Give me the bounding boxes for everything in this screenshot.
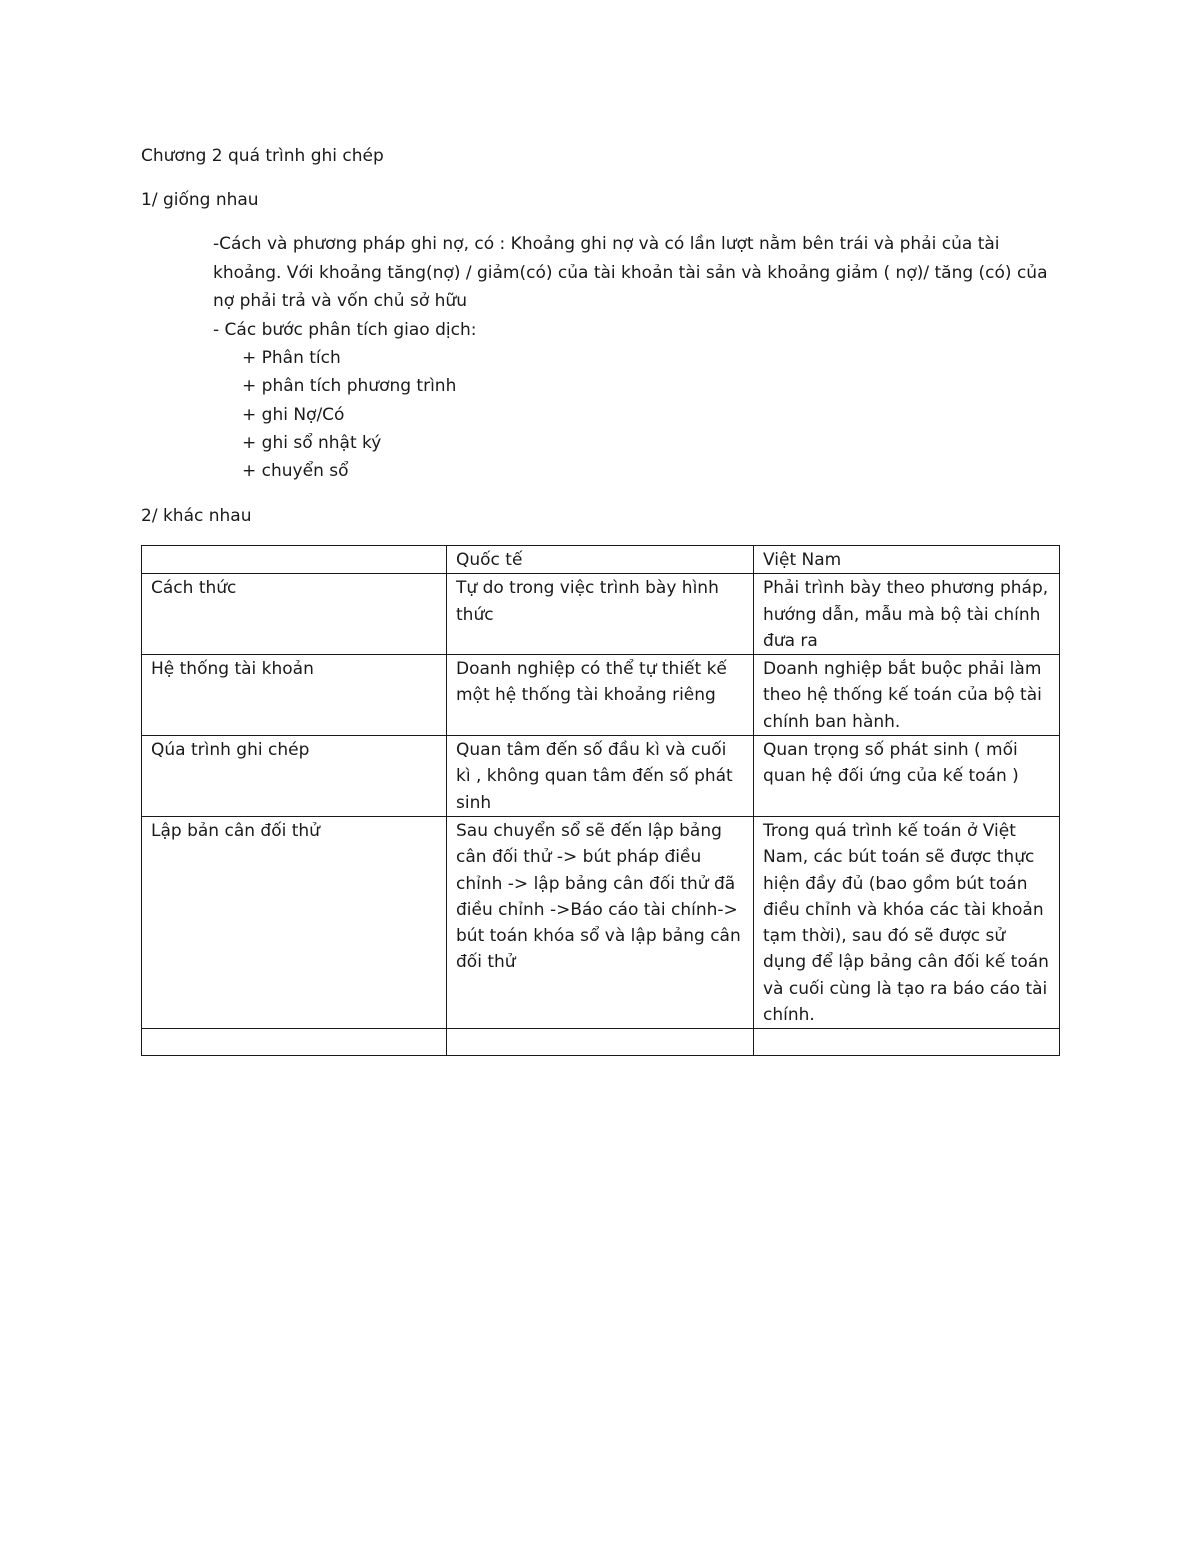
similar-content <box>213 230 1073 485</box>
list-item: + chuyển sổ <box>242 461 349 482</box>
header-cell-vietnam: Việt Nam <box>754 546 1060 574</box>
vietnam-cell: Quan trọng số phát sinh ( mối quan hệ đối ứng của kế toán ) <box>754 736 1060 817</box>
section-heading-different: 2/ khác nhau <box>141 506 252 526</box>
list-item: + ghi sổ nhật ký <box>242 432 382 453</box>
empty-cell <box>447 1029 754 1056</box>
table-row-empty <box>142 1029 1060 1056</box>
table-row <box>142 574 1060 655</box>
table-row <box>142 736 1060 817</box>
row-label-cell: Cách thức <box>142 574 447 655</box>
vietnam-cell: Doanh nghiệp bắt buộc phải làm theo hệ thống kế toán của bộ tài chính ban hành. <box>754 655 1060 736</box>
vietnam-cell: Trong quá trình kế toán ở Việt Nam, các bút toán sẽ được thực hiện đầy đủ (bao gồm bút toán điều chỉnh và khóa các tài khoản tạm thời), sau đó sẽ được sử dụng để lập bảng cân đối kế toán và cuối cùng là tạo ra báo cáo tài chính. <box>754 816 1060 1028</box>
list-item: + phân tích phương trình <box>242 376 457 397</box>
list-item: + ghi Nợ/Có <box>242 404 345 425</box>
international-cell: Sau chuyển sổ sẽ đến lập bảng cân đối thử -> bút pháp điều chỉnh -> lập bảng cân đối thử đã điều chỉnh ->Báo cáo tài chính-> bút toán khóa sổ và lập bảng cân đối thử <box>447 816 754 1028</box>
debit-credit-paragraph: -Cách và phương pháp ghi nợ, có : Khoảng ghi nợ và có lần lượt nằm bên trái và phải của tài khoảng. Với khoảng tăng(nợ) / giảm(có) của tài khoản tài sản và khoảng giảm ( nợ)/ tăng (có) của nợ phải trả và vốn chủ sở hữu <box>213 234 1048 311</box>
empty-cell <box>754 1029 1060 1056</box>
row-label-cell: Lập bản cân đối thử <box>142 816 447 1028</box>
comparison-table <box>141 545 1060 1056</box>
international-cell: Doanh nghiệp có thể tự thiết kế một hệ thống tài khoảng riêng <box>447 655 754 736</box>
table-row <box>142 816 1060 1028</box>
steps-intro: - Các bước phân tích giao dịch: <box>213 319 477 340</box>
international-cell: Quan tâm đến số đầu kì và cuối kì , không quan tâm đến số phát sinh <box>447 736 754 817</box>
row-label-cell: Hệ thống tài khoản <box>142 655 447 736</box>
document-title: Chương 2 quá trình ghi chép <box>141 146 384 166</box>
vietnam-cell: Phải trình bày theo phương pháp, hướng dẫn, mẫu mà bộ tài chính đưa ra <box>754 574 1060 655</box>
empty-cell <box>142 1029 447 1056</box>
row-label-cell: Qúa trình ghi chép <box>142 736 447 817</box>
header-cell-international: Quốc tế <box>447 546 754 574</box>
section-heading-similar: 1/ giống nhau <box>141 190 259 210</box>
international-cell: Tự do trong việc trình bày hình thức <box>447 574 754 655</box>
list-item: + Phân tích <box>242 348 341 368</box>
steps-list <box>213 344 1073 485</box>
table-header-row <box>142 546 1060 574</box>
table-row <box>142 655 1060 736</box>
header-cell-empty <box>142 546 447 574</box>
